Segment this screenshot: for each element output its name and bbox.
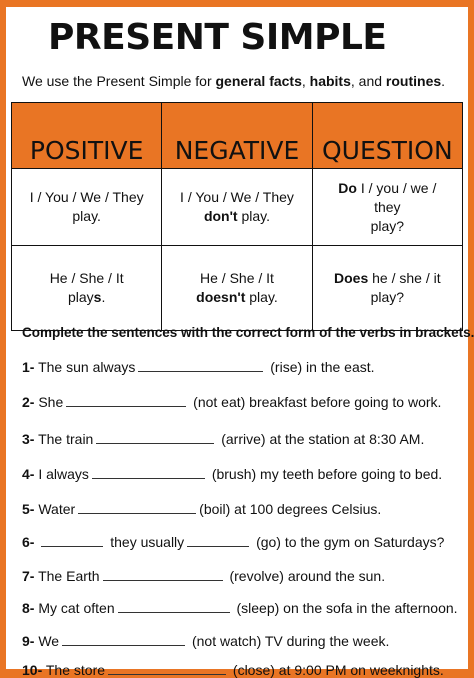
page-title: PRESENT SIMPLE [48,17,387,58]
exercise-3 [22,431,424,447]
exercise-number: 9- [22,633,35,649]
verb-line [18,288,155,307]
subject-text: he / she / it [368,270,441,286]
exercise-7 [22,568,385,584]
intro-keyword-facts: general facts [215,73,302,89]
answer-blank[interactable] [138,359,263,372]
exercise-hint: (rise) in the east. [270,359,375,375]
exercise-number: 10- [22,662,43,678]
exercise-text: Water [38,501,76,517]
exercise-text: The Earth [38,568,100,584]
header-negative: NEGATIVE [162,103,312,169]
exercise-text: I always [38,466,89,482]
auxiliary-text: doesn't [196,289,246,305]
answer-blank[interactable] [92,466,205,479]
verb-ending: s [93,289,102,305]
answer-blank[interactable] [187,534,249,547]
verb-stem: play [67,289,94,305]
cell-positive-singular [12,246,162,331]
exercise-hint: (brush) my teeth before going to bed. [211,466,443,482]
exercise-hint: (close) at 9:00 PM on weeknights. [232,662,444,678]
exercise-text: The sun always [38,359,136,375]
intro-before: We use the Present Simple for [22,73,216,89]
exercise-number: 5- [22,501,35,517]
exercise-5 [22,501,381,517]
grammar-row-singular [12,246,463,331]
exercise-hint: (sleep) on the sofa in the afternoon. [236,600,458,616]
grammar-header-row [12,103,463,169]
worksheet [6,7,474,678]
answer-blank[interactable] [103,568,223,581]
auxiliary-text: Do [338,179,357,196]
exercise-number: 3- [22,431,35,447]
exercise-1 [22,359,375,375]
intro-text [22,73,445,89]
subject-text: He / She / It [49,270,124,286]
exercise-hint: (not eat) breakfast before going to work. [193,394,442,410]
answer-blank[interactable] [96,431,214,444]
exercise-text: We [38,633,60,649]
exercise-hint: (boil) at 100 degrees Celsius. [199,501,382,517]
verb-text: play. [237,208,271,224]
question-line [319,179,456,198]
exercise-text: The store [45,662,106,678]
answer-blank[interactable] [62,633,185,646]
verb-line [168,207,305,226]
exercise-number: 6- [22,534,35,550]
answer-blank[interactable] [66,394,186,407]
cell-positive-plural [12,169,162,246]
subject-text: I / You / We / They [180,189,294,205]
exercise-2 [22,394,441,410]
question-line [319,269,456,288]
exercise-text: they usually [110,534,185,550]
answer-blank[interactable] [41,534,103,547]
cell-question-plural [312,169,462,246]
intro-after: . [441,73,446,89]
verb-text: play. [72,208,101,224]
exercise-number: 2- [22,394,35,410]
instructions: Complete the sentences with the correct form of the verbs in brackets. [22,325,474,340]
exercise-number: 4- [22,466,35,482]
verb-text: play? [370,289,405,305]
exercise-9 [22,633,389,649]
header-positive: POSITIVE [12,103,162,169]
answer-blank[interactable] [78,501,196,514]
cell-negative-plural [162,169,312,246]
exercise-hint: (not watch) TV during the week. [191,633,390,649]
exercise-6 [22,534,444,550]
subject-text: I / You / We / They [29,189,144,205]
exercise-10 [22,662,444,678]
subject-text: I / you / we / [356,179,437,196]
verb-punct: . [101,289,106,305]
auxiliary-text: don't [203,208,238,224]
exercise-text: My cat often [38,600,115,616]
grammar-row-plural [12,169,463,246]
exercise-hint: (go) to the gym on Saturdays? [256,534,445,550]
intro-keyword-routines: routines [385,73,442,89]
intro-sep-2: , and [350,73,386,89]
intro-keyword-habits: habits [309,73,351,89]
subject-text: they [374,198,401,215]
verb-text: play? [370,217,405,234]
answer-blank[interactable] [118,600,230,613]
exercise-text: The train [38,431,94,447]
exercise-number: 7- [22,568,35,584]
exercise-hint: (revolve) around the sun. [229,568,386,584]
verb-text: play. [245,289,278,305]
cell-question-singular [312,246,462,331]
exercise-text: She [38,394,64,410]
header-question: QUESTION [312,103,462,169]
verb-line [168,288,305,307]
intro-sep-1: , [301,73,310,89]
cell-negative-singular [162,246,312,331]
exercise-hint: (arrive) at the station at 8:30 AM. [221,431,425,447]
auxiliary-text: Does [334,270,369,286]
exercise-8 [22,600,458,616]
grammar-table [11,102,463,331]
exercise-number: 8- [22,600,35,616]
subject-text: He / She / It [200,270,274,286]
exercise-4 [22,466,442,482]
answer-blank[interactable] [108,662,226,675]
exercise-number: 1- [22,359,35,375]
